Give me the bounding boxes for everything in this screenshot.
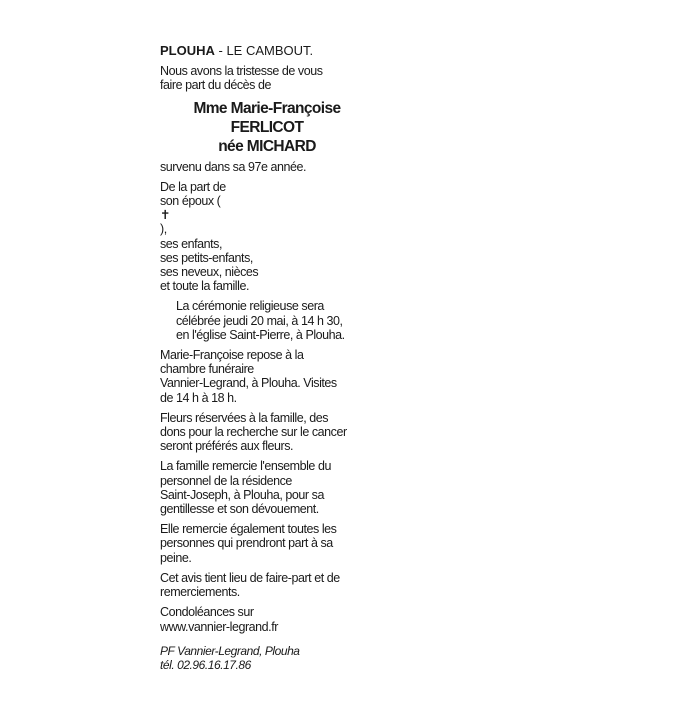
family-line: De la part de <box>160 179 226 194</box>
intro-line: Nous avons la tristesse de vous <box>160 64 323 79</box>
ceremony-line: La cérémonie religieuse sera <box>176 299 324 314</box>
family-line: ses enfants, <box>160 236 223 251</box>
repose-paragraph <box>160 348 392 405</box>
town-name: PLOUHA <box>160 43 215 58</box>
flowers-paragraph <box>160 411 392 454</box>
condolences-paragraph <box>160 605 392 633</box>
notice-line: remerciements. <box>160 585 240 600</box>
funeral-home-footer <box>160 644 392 672</box>
funeral-home-name: PF Vannier-Legrand, Plouha <box>160 643 300 658</box>
thanks-staff-paragraph <box>160 459 392 516</box>
repose-line: Marie-Françoise repose à la <box>160 348 304 363</box>
notice-paragraph <box>160 571 392 599</box>
repose-line: Vannier-Legrand, à Plouha. Visites <box>160 376 337 391</box>
family-line: ses neveux, nièces <box>160 265 259 280</box>
ceremony-line: en l'église Saint-Pierre, à Plouha. <box>176 327 345 342</box>
thanks-line: personnel de la résidence <box>160 473 292 488</box>
thanks-line: La famille remercie l'ensemble du <box>160 459 331 474</box>
flowers-line: Fleurs réservées à la famille, des <box>160 410 329 425</box>
thanks-line: Saint-Joseph, à Plouha, pour sa <box>160 487 324 502</box>
thanks-line: gentillesse et son dévouement. <box>160 502 319 517</box>
intro-paragraph <box>160 64 392 92</box>
flowers-line: dons pour la recherche sur le cancer <box>160 425 347 440</box>
notice-line: Cet avis tient lieu de faire-part et de <box>160 570 340 585</box>
obituary-notice <box>160 44 392 672</box>
family-line: ses petits-enfants, <box>160 250 253 265</box>
notice-heading <box>160 44 392 58</box>
intro-line: faire part du décès de <box>160 78 272 93</box>
deceased-surname: FERLICOT <box>230 118 304 136</box>
ceremony-line: célébrée jeudi 20 mai, à 14 h 30, <box>176 313 343 328</box>
condolences-url: www.vannier-legrand.fr <box>160 619 278 634</box>
thanks-all-paragraph <box>160 522 392 565</box>
heading-separator: - <box>214 43 227 58</box>
flowers-line: seront préférés aux fleurs. <box>160 439 294 454</box>
deceased-maiden-name: née MICHARD <box>218 137 316 155</box>
deceased-name <box>160 99 374 156</box>
thanks-line: peine. <box>160 550 192 565</box>
thanks-line: personnes qui prendront part à sa <box>160 536 333 551</box>
family-line: et toute la famille. <box>160 279 249 294</box>
cross-icon: ✝ <box>160 208 171 223</box>
family-paragraph <box>160 180 392 294</box>
deceased-name-line: Mme Marie-Françoise <box>193 99 341 117</box>
repose-line: de 14 h à 18 h. <box>160 390 237 405</box>
spouse-line: son époux ( ✝ ), <box>160 194 392 237</box>
age-line: survenu dans sa 97e année. <box>160 159 307 174</box>
place-name: LE CAMBOUT. <box>226 43 314 58</box>
repose-line: chambre funéraire <box>160 362 254 377</box>
funeral-home-phone: tél. 02.96.16.17.86 <box>160 657 251 672</box>
ceremony-paragraph <box>160 299 392 342</box>
condolences-line: Condoléances sur <box>160 605 254 620</box>
thanks-line: Elle remercie également toutes les <box>160 522 337 537</box>
